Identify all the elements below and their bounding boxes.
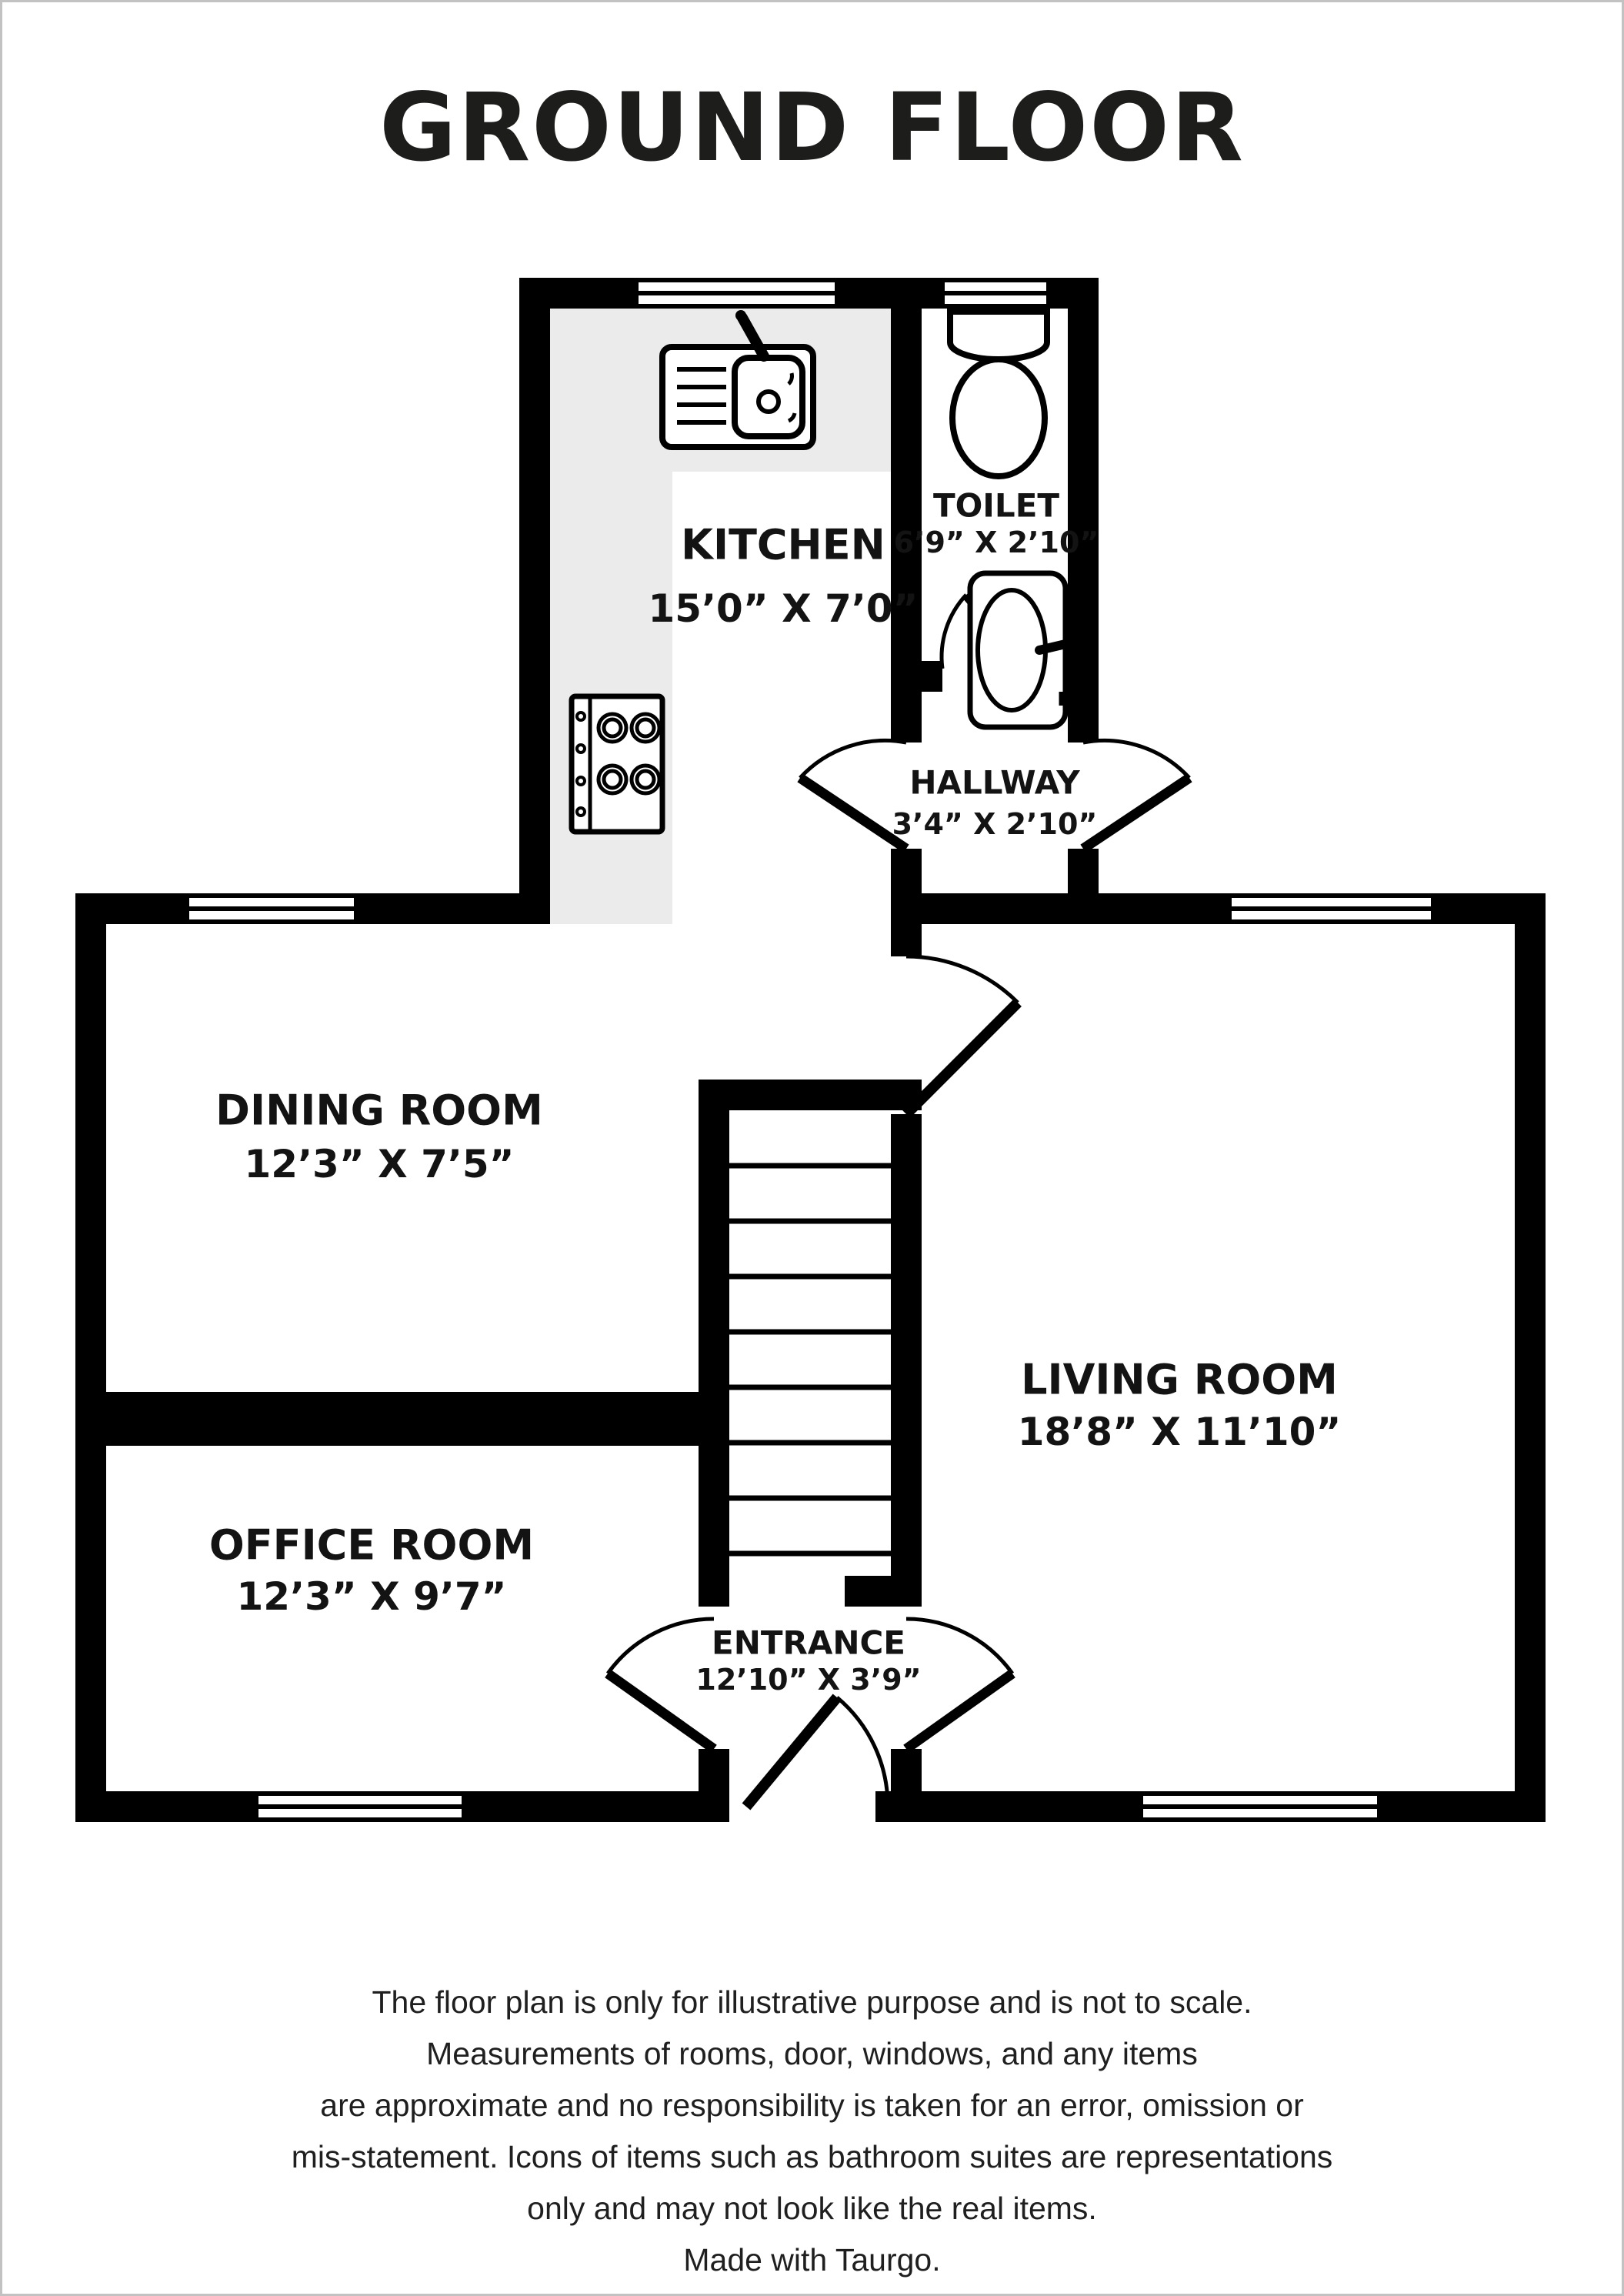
kitchen-dims: 15’0” X 7’0” xyxy=(648,586,919,631)
office-window xyxy=(256,1794,464,1820)
staircase xyxy=(729,1166,891,1553)
toilet-dims: 6’9” X 2’10” xyxy=(893,526,1099,559)
living-top-window xyxy=(1229,896,1433,922)
page-title: GROUND FLOOR xyxy=(379,73,1245,182)
hallway-dims: 3’4” X 2’10” xyxy=(892,807,1098,841)
living-room-label: LIVING ROOM xyxy=(1021,1355,1338,1404)
entrance-label: ENTRANCE xyxy=(712,1624,905,1662)
disclaimer-line: only and may not look like the real items. xyxy=(527,2191,1097,2226)
entrance-dims: 12’10” X 3’9” xyxy=(695,1663,922,1697)
toilet-label: TOILET xyxy=(932,486,1060,525)
hallway-label: HALLWAY xyxy=(909,763,1080,802)
living-room-dims: 18’8” X 11’10” xyxy=(1017,1410,1342,1454)
disclaimer-line: Measurements of rooms, door, windows, and any items xyxy=(426,2036,1198,2071)
wash-basin-icon xyxy=(970,573,1065,727)
living-bottom-window xyxy=(1141,1794,1379,1820)
dining-room-label: DINING ROOM xyxy=(215,1086,543,1135)
entrance-right-door xyxy=(906,1619,1012,1749)
office-room-label: OFFICE ROOM xyxy=(208,1520,535,1570)
kitchen-label: KITCHEN xyxy=(681,520,885,569)
disclaimer-line: mis-statement. Icons of items such as bathroom suites are representations xyxy=(291,2139,1333,2174)
office-room-dims: 12’3” X 9’7” xyxy=(236,1574,507,1619)
toilet-window xyxy=(942,280,1049,306)
stove-hob-icon xyxy=(572,696,662,832)
toilet-wc-icon xyxy=(950,312,1047,476)
disclaimer-line: The floor plan is only for illustrative purpose and is not to scale. xyxy=(372,1984,1252,2020)
dining-window xyxy=(187,896,356,922)
entrance-main-door xyxy=(746,1697,888,1807)
hallway-left-door xyxy=(800,740,906,849)
hallway-right-door xyxy=(1083,740,1189,849)
disclaimer-line: Made with Taurgo. xyxy=(683,2242,941,2278)
dining-room-dims: 12’3” X 7’5” xyxy=(244,1142,515,1186)
disclaimer-text xyxy=(2,1977,1622,2286)
living-room-door xyxy=(906,956,1018,1114)
disclaimer-line: are approximate and no responsibility is taken for an error, omission or xyxy=(320,2087,1304,2123)
kitchen-window xyxy=(636,280,837,306)
